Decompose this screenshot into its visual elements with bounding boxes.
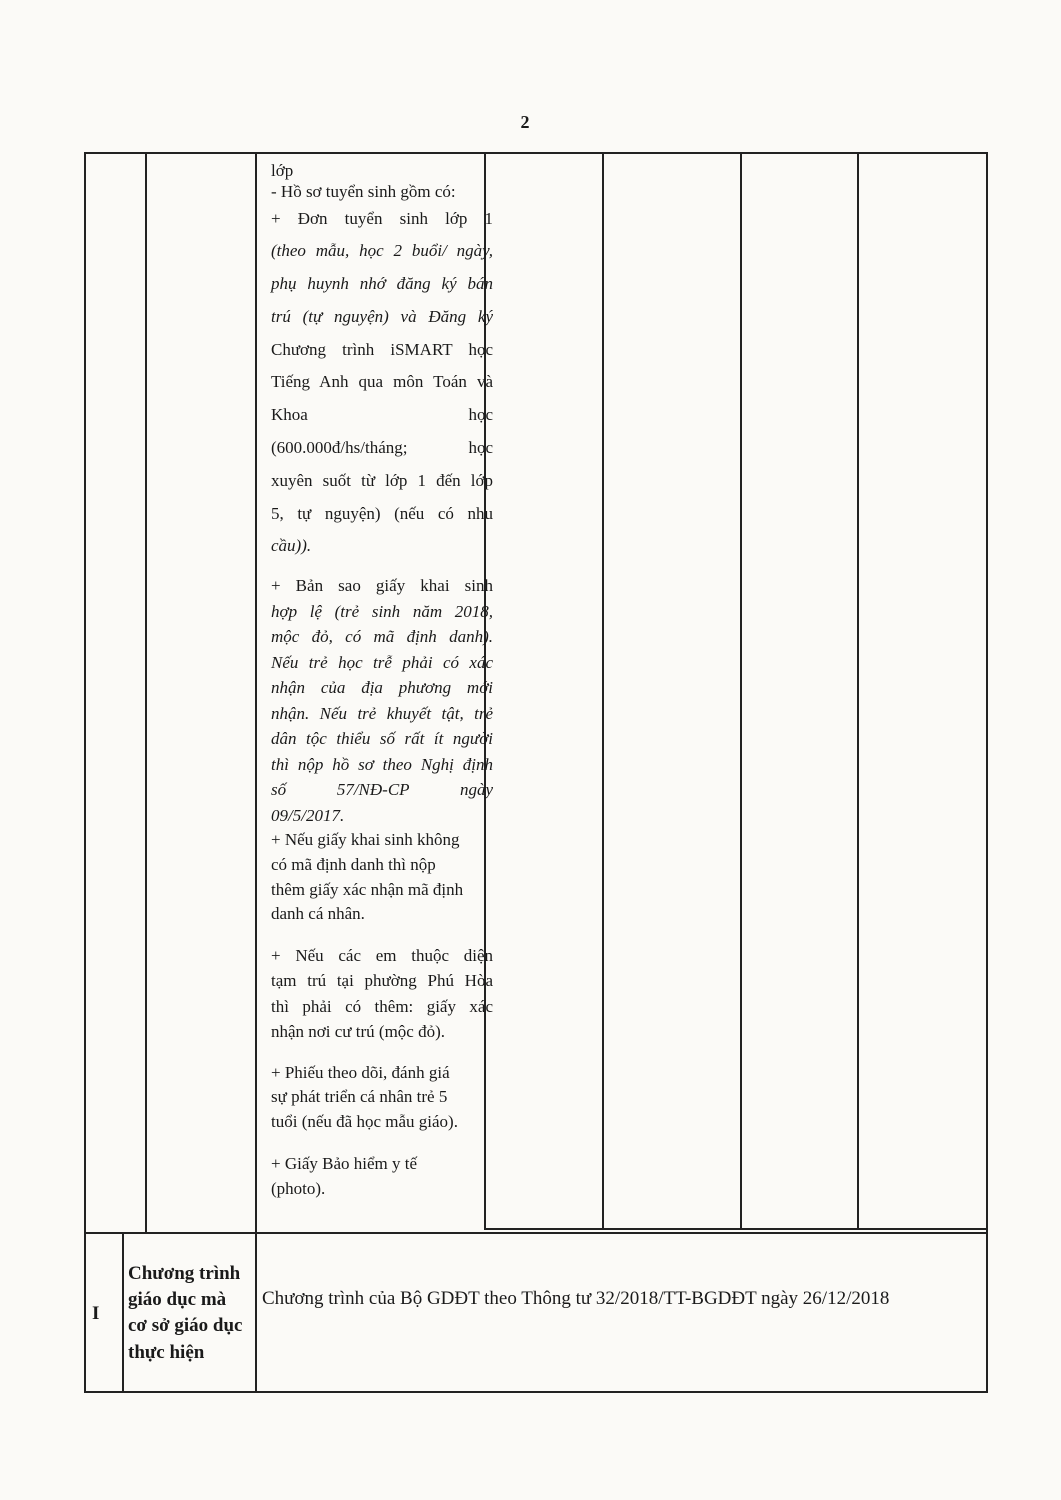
text-line: thì nộp hồ sơ theo Nghị định (271, 754, 493, 774)
text-line: cầu)). (271, 536, 312, 556)
text-line: nhận của địa phương mới (271, 678, 493, 698)
text-line: - Hồ sơ tuyển sinh gồm có: (271, 182, 456, 202)
text-line: tuổi (nếu đã học mẫu giáo). (271, 1112, 458, 1132)
text-line: dân tộc thiểu số rất ít người (271, 729, 493, 749)
text-line: Chương trình iSMART học (271, 339, 493, 359)
row-title (128, 1261, 256, 1366)
text-line: tạm trú tại phường Phú Hòa (271, 971, 493, 991)
text-line: Khoa học (271, 405, 493, 425)
text-line: Tiếng Anh qua môn Toán và (271, 372, 493, 392)
admission-cell (271, 160, 493, 1202)
text-line: số 57/NĐ-CP ngày (271, 780, 493, 800)
text-line: danh cá nhân. (271, 904, 365, 924)
text-line: 5, tự nguyện) (nếu có nhu (271, 503, 493, 523)
text-line: thì phải có thêm: giấy xác (271, 996, 493, 1016)
text-line: thêm giấy xác nhận mã định (271, 879, 464, 899)
row-content: Chương trình của Bộ GDĐT theo Thông tư 32/2018/TT-BGDĐT ngày 26/12/2018 (262, 1288, 890, 1309)
text-line: trú (tự nguyện) và Đăng ký (271, 306, 493, 326)
text-line: (theo mẫu, học 2 buổi/ ngày, (271, 241, 493, 261)
text-line: (photo). (271, 1179, 326, 1199)
text-line: + Nếu giấy khai sinh không (271, 830, 460, 850)
page-number: 2 (520, 112, 530, 132)
text-line: mộc đỏ, có mã định danh). (271, 627, 493, 647)
text-line: giáo dục mà (128, 1289, 227, 1311)
text-line: + Giấy Bảo hiểm y tế (271, 1153, 418, 1173)
text-line: xuyên suốt từ lớp 1 đến lớp (271, 470, 493, 490)
text-line: hợp lệ (trẻ sinh năm 2018, (271, 601, 493, 621)
text-line: Chương trình (128, 1263, 241, 1284)
text-line: nhận. Nếu trẻ khuyết tật, trẻ (271, 703, 493, 723)
text-line: có mã định danh thì nộp (271, 854, 436, 874)
id-code-block (271, 828, 493, 927)
birth-cert-block (271, 573, 493, 828)
insurance-block (271, 1151, 493, 1202)
text-line: thực hiện (128, 1341, 205, 1363)
text-line: + Phiếu theo dõi, đánh giá (271, 1062, 450, 1082)
assessment-block (271, 1061, 493, 1135)
text-line: + Bản sao giấy khai sinh (271, 576, 493, 596)
text-line: cơ sở giáo dục (128, 1315, 243, 1337)
text-line: 09/5/2017. (271, 805, 345, 825)
text-line: phụ huynh nhớ đăng ký bán (271, 274, 493, 294)
text-line: sự phát triển cá nhân trẻ 5 (271, 1087, 448, 1107)
text-line: + Nếu các em thuộc diện (271, 945, 493, 965)
text-line: + Đơn tuyển sinh lớp 1 (271, 208, 493, 228)
text-line: (600.000đ/hs/tháng; học (271, 438, 493, 458)
row-label: I (92, 1303, 100, 1324)
residence-block (271, 943, 493, 1045)
text-line: lớp (271, 161, 294, 180)
text-line: Nếu trẻ học trễ phải có xác (271, 652, 493, 672)
admission-intro (271, 160, 493, 203)
text-line: nhận nơi cư trú (mộc đỏ). (271, 1022, 445, 1042)
